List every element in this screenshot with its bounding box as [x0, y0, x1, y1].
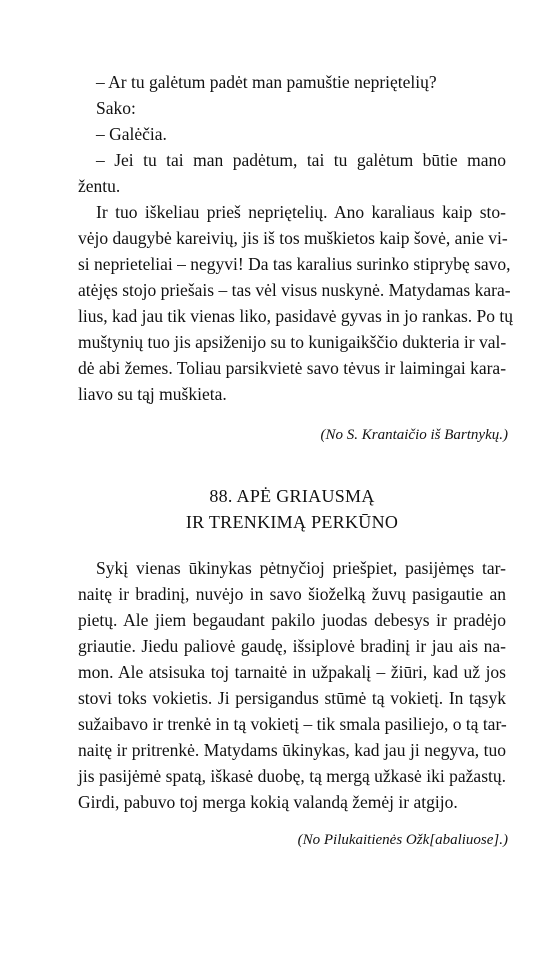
text-line: griautie. Jiedu paliovė gaudę, išsiplovė bradinį ir jau ais na- [78, 636, 506, 656]
text-line: Sako: [96, 98, 136, 118]
text-line: lius, kad jau tik vienas liko, pasidavė gyvas in jo rankas. Po tų [78, 306, 514, 326]
text-line: jis pasijėmė spatą, iškasė duobę, tą mergą užkasė iki pažastų. [78, 766, 506, 786]
text-line: dė abi žemes. Toliau parsikvietė savo tėvus ir laimingai kara- [78, 358, 507, 378]
text-line: atėjęs stojo priešais – tas vėl visus nuskynė. Matydamas kara- [78, 280, 511, 300]
text-line: – Galėčia. [96, 124, 167, 144]
section-heading: 88. APĖ GRIAUSMĄ [209, 486, 375, 506]
text-line: – Ar tu galėtum padėt man pamuštie nepriętelių? [96, 72, 437, 92]
text-line: liavo su tąj muškieta. [78, 384, 227, 404]
text-line: muštynių tuo jis apsiženijo su to kunigaikščio dukteria ir val- [78, 332, 507, 352]
text-line: sužaibavo ir trenkė in tą vokietį – tik smala pasiliejo, o tą tar- [78, 714, 507, 734]
text-line: vėjo daugybė kareivių, jis iš tos muškietos kaip šovė, anie vi- [78, 228, 508, 248]
text-line: naitę ir bradinį, nuvėjo in savo šioželką žuvų pasigautie an [78, 584, 506, 604]
text-line: Girdi, pabuvo toj merga kokią valandą žemėj ir atgijo. [78, 792, 458, 812]
text-line: si neprieteliai – negyvi! Da tas karalius surinko stiprybę savo, [78, 254, 511, 274]
text-line: pietų. Ale jiem begaudant pakilo juodas debesys ir pradėjo [78, 610, 506, 630]
source-attribution: (No S. Krantaičio iš Bartnykų.) [320, 427, 508, 443]
text-line: – Jei tu tai man padėtum, tai tu galėtum būtie mano [96, 150, 506, 170]
text-line: stovi toks vokietis. Ji persigandus stūmė tą vokietį. In tąsyk [78, 688, 506, 708]
text-line: Ir tuo iškeliau prieš nepriętelių. Ano karaliaus kaip sto- [96, 202, 506, 222]
section-heading: IR TRENKIMĄ PERKŪNO [185, 512, 399, 532]
source-attribution: (No Pilukaitienės Ožk[abaliuose].) [297, 832, 508, 848]
text-line: Sykį vienas ūkinykas pėtnyčioj priešpiet, pasijėmęs tar- [96, 558, 506, 578]
text-line: mon. Ale atsisuka toj tarnaitė in užpakalį – žiūri, kad už jos [78, 662, 506, 682]
text-line: naitę ir pritrenkė. Matydams ūkinykas, kad jau ji negyva, tuo [78, 740, 506, 760]
text-line: žentu. [78, 176, 121, 196]
